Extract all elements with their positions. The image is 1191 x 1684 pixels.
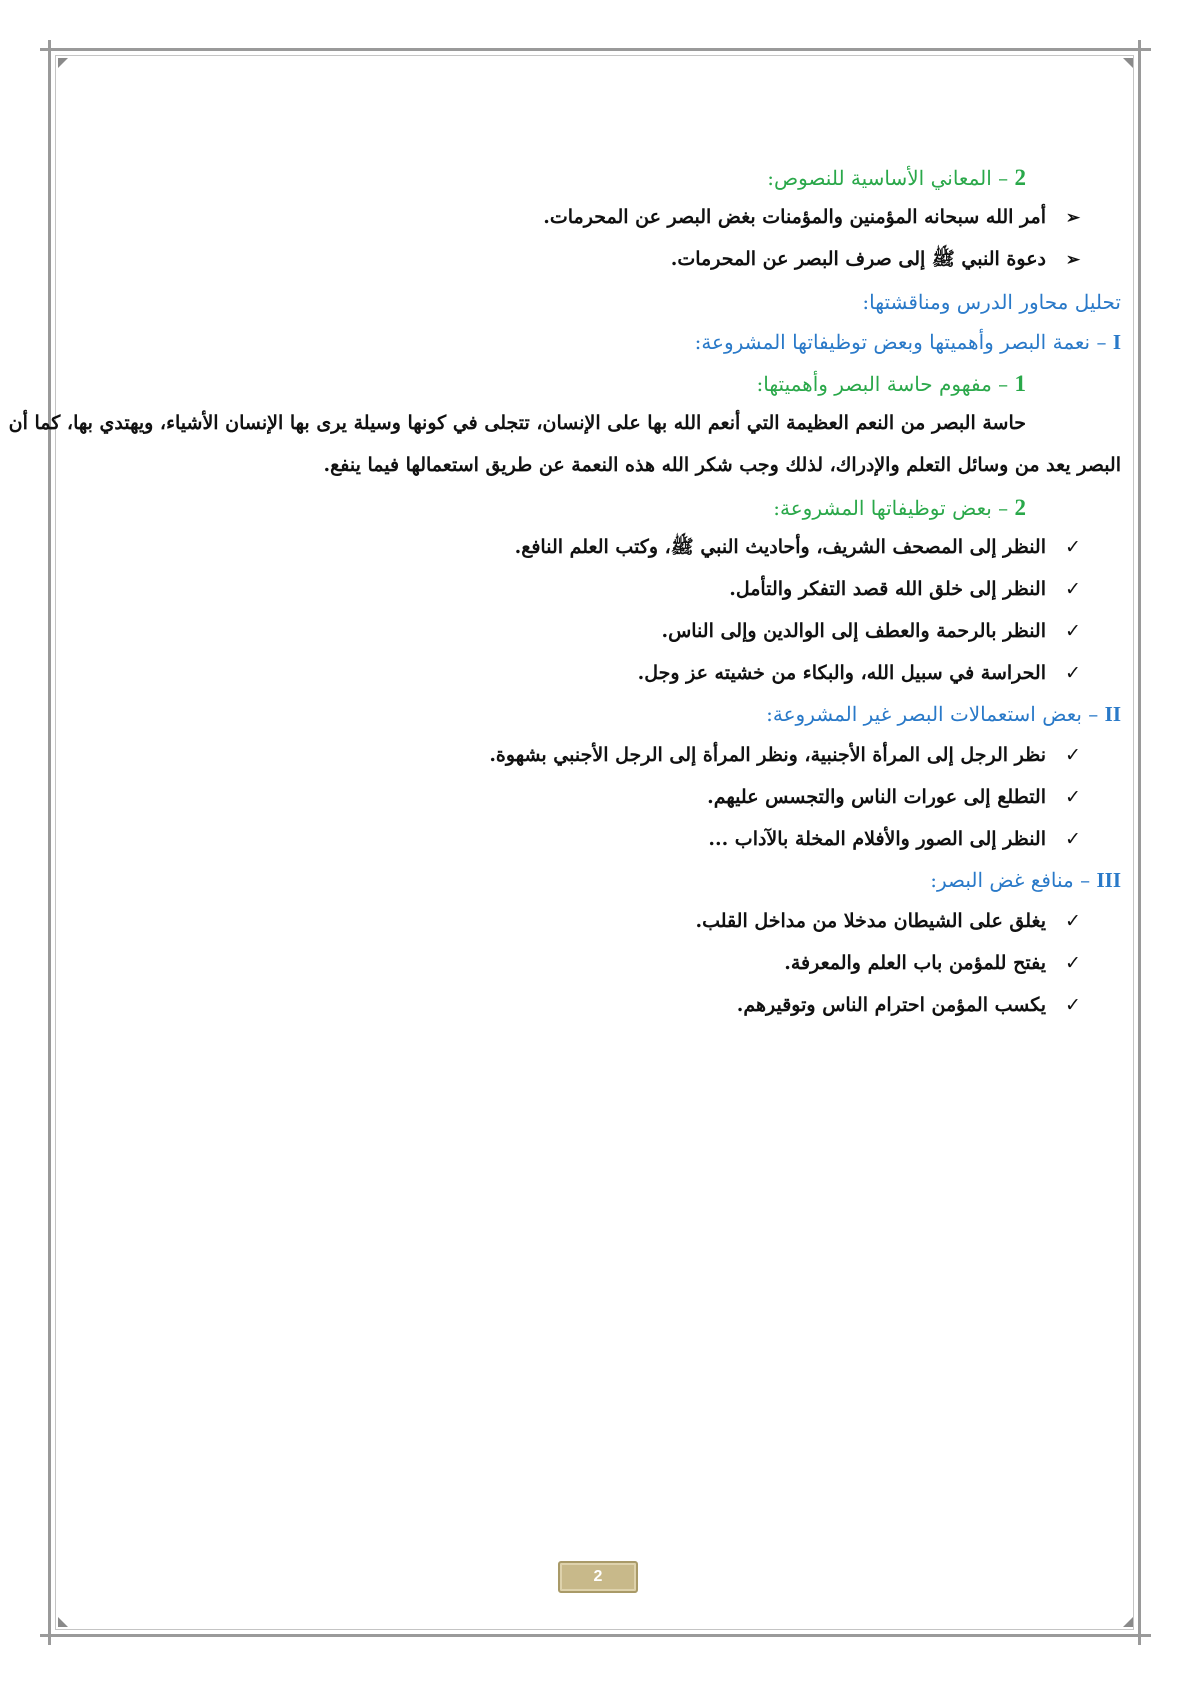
list-item xyxy=(543,208,1086,227)
part-heading-1 xyxy=(695,332,1121,353)
list-item xyxy=(729,580,1086,599)
corner-ornament xyxy=(58,1617,68,1627)
corner-ornament xyxy=(1123,1617,1133,1627)
heading-text: – بعض استعمالات البصر غير المشروعة: xyxy=(766,702,1099,726)
arrow-bullet-icon: ➢ xyxy=(1065,250,1081,270)
heading-number: 2 xyxy=(1014,165,1026,190)
corner-ornament xyxy=(58,58,68,68)
list-item-text: نظر الرجل إلى المرأة الأجنبية، ونظر المرأة إلى الرجل الأجنبي بشهوة. xyxy=(489,744,1046,766)
list-item xyxy=(708,830,1086,849)
checkmark-icon: ✓ xyxy=(1065,578,1081,600)
list-item-text: التطلع إلى عورات الناس والتجسس عليهم. xyxy=(707,786,1046,808)
corner-ornament xyxy=(1123,58,1133,68)
section-heading-meanings xyxy=(767,166,1026,189)
sub-heading-uses xyxy=(773,496,1026,519)
frame-tick xyxy=(1138,1629,1141,1645)
list-item xyxy=(515,538,1086,557)
list-item xyxy=(696,912,1087,931)
checkmark-icon: ✓ xyxy=(1065,994,1081,1016)
frame-tick xyxy=(48,40,51,56)
frame-tick xyxy=(1138,40,1141,56)
heading-number: III xyxy=(1096,868,1121,892)
list-item-text: أمر الله سبحانه المؤمنين والمؤمنات بغض البصر عن المحرمات. xyxy=(543,206,1046,228)
list-item xyxy=(707,788,1086,807)
list-item-text: النظر بالرحمة والعطف إلى الوالدين وإلى الناس. xyxy=(661,620,1046,642)
checkmark-icon: ✓ xyxy=(1065,952,1081,974)
sub-heading-concept xyxy=(757,372,1027,395)
heading-text: – المعاني الأساسية للنصوص: xyxy=(767,166,1009,190)
list-item xyxy=(671,250,1086,269)
paragraph-line-1: حاسة البصر من النعم العظيمة التي أنعم الله بها على الإنسان، تتجلى في كونها وسيلة يرى بها الإنسان الأشياء، ويهتدي بها، كما أن xyxy=(8,412,1026,434)
heading-text: – منافع غض البصر: xyxy=(930,868,1091,892)
part-heading-3 xyxy=(930,870,1121,891)
heading-number: II xyxy=(1104,702,1121,726)
checkmark-icon: ✓ xyxy=(1065,786,1081,808)
list-item-text: يغلق على الشيطان مدخلا من مداخل القلب. xyxy=(695,910,1046,932)
heading-number: 2 xyxy=(1014,495,1026,520)
list-item-text: النظر إلى الصور والأفلام المخلة بالآداب ... xyxy=(708,828,1046,850)
arrow-bullet-icon: ➢ xyxy=(1065,208,1081,228)
heading-number: I xyxy=(1112,330,1121,354)
heading-number: 1 xyxy=(1014,371,1026,396)
frame-tick xyxy=(48,1629,51,1645)
checkmark-icon: ✓ xyxy=(1065,620,1081,642)
analysis-heading: تحليل محاور الدرس ومناقشتها: xyxy=(862,290,1121,314)
list-item-text: النظر إلى خلق الله قصد التفكر والتأمل. xyxy=(729,578,1046,600)
list-item-text: دعوة النبي ﷺ إلى صرف البصر عن المحرمات. xyxy=(670,248,1046,270)
heading-text: – مفهوم حاسة البصر وأهميتها: xyxy=(756,372,1009,396)
list-item xyxy=(638,664,1086,683)
list-item xyxy=(737,996,1086,1015)
list-item-text: النظر إلى المصحف الشريف، وأحاديث النبي ﷺ، وكتب العلم النافع. xyxy=(514,536,1046,558)
checkmark-icon: ✓ xyxy=(1065,662,1081,684)
list-item-text: الحراسة في سبيل الله، والبكاء من خشيته عز وجل. xyxy=(637,662,1046,684)
heading-text: – بعض توظيفاتها المشروعة: xyxy=(773,496,1009,520)
paragraph-line-2: البصر يعد من وسائل التعلم والإدراك، لذلك وجب شكر الله هذه النعمة عن طريق استعمالها فيما ينفع. xyxy=(323,454,1121,476)
list-item-text: يكسب المؤمن احترام الناس وتوقيرهم. xyxy=(736,994,1046,1016)
checkmark-icon: ✓ xyxy=(1065,744,1081,766)
list-item xyxy=(661,622,1086,641)
checkmark-icon: ✓ xyxy=(1065,828,1081,850)
list-item-text: يفتح للمؤمن باب العلم والمعرفة. xyxy=(784,952,1046,974)
checkmark-icon: ✓ xyxy=(1065,536,1081,558)
list-item xyxy=(489,746,1086,765)
heading-text: – نعمة البصر وأهميتها وبعض توظيفاتها المشروعة: xyxy=(694,330,1107,354)
list-item xyxy=(784,954,1086,973)
part-heading-2 xyxy=(766,704,1121,725)
checkmark-icon: ✓ xyxy=(1065,910,1081,932)
page-number-badge: 2 xyxy=(558,1561,638,1593)
